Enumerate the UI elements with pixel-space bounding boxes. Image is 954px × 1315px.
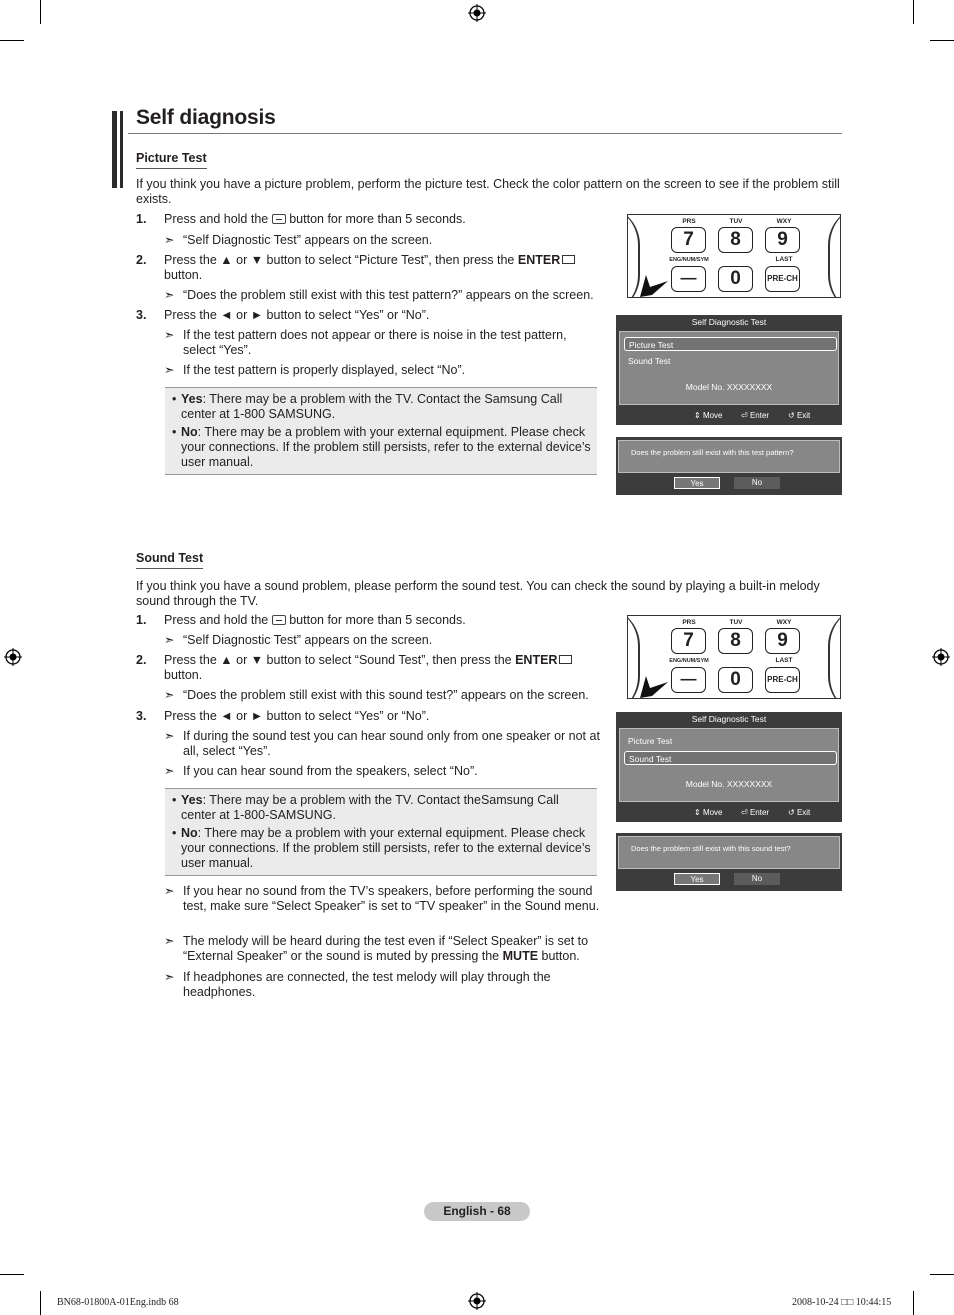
picture-step-1: Press and hold the button for more than 5 seconds. xyxy=(164,212,466,226)
model-number: Model No. XXXXXXXX xyxy=(685,382,773,392)
step-number: 2. xyxy=(136,253,147,267)
arrow-icon: ➣ xyxy=(164,688,175,702)
pointer-arrow-icon xyxy=(638,668,678,699)
key-9: 9 xyxy=(765,628,800,654)
enter-hint: ⏎ Enter xyxy=(741,808,770,817)
crop-mark xyxy=(40,1291,41,1315)
picture-note-4: ➣ If the test pattern is properly displayed, select “No”. xyxy=(164,363,466,377)
yes-button[interactable]: Yes xyxy=(674,873,720,885)
step-number: 1. xyxy=(136,613,147,627)
crop-mark xyxy=(40,0,41,24)
sound-note-6: ➣ The melody will be heard during the test even if “Select Speaker” is set to “External Speaker” or the sound is muted by pressing the MUTE button. xyxy=(164,934,589,963)
exit-hint: ↺ Exit xyxy=(788,808,811,817)
picture-step-3: Press the ◄ or ► button to select “Yes” or “No”. xyxy=(164,308,430,322)
arrow-icon: ➣ xyxy=(164,764,175,778)
file-slug: BN68-01800A-01Eng.indb 68 xyxy=(57,1297,179,1308)
pointer-arrow-icon xyxy=(638,267,678,298)
dialog-message: Does the problem still exist with this test pattern? xyxy=(618,440,840,473)
sound-note-4: ➣ If you can hear sound from the speakers, select “No”. xyxy=(164,764,478,778)
key-7: 7 xyxy=(671,628,706,654)
registration-mark-icon xyxy=(4,648,22,666)
no-button[interactable]: No xyxy=(734,873,780,885)
sound-note-3: ➣ If during the sound test you can hear sound only from one speaker or not at all, select “Yes”. xyxy=(164,729,600,758)
picture-note-1: ➣ “Self Diagnostic Test” appears on the screen. xyxy=(164,233,433,247)
registration-mark-icon xyxy=(468,1292,486,1310)
key-9: 9 xyxy=(765,227,800,253)
title-divider xyxy=(128,133,842,134)
enter-icon xyxy=(559,655,572,664)
picture-note-2: ➣ “Does the problem still exist with this test pattern?” appears on the screen. xyxy=(164,288,594,302)
registration-mark-icon xyxy=(932,648,950,666)
menu-item-picture-test[interactable]: Picture Test xyxy=(624,337,837,351)
crop-mark xyxy=(930,1274,954,1275)
title-accent-bar xyxy=(112,111,117,188)
sound-step-2: Press the ▲ or ▼ button to select “Sound Test”, then press the ENTER button. xyxy=(164,653,604,683)
enter-icon xyxy=(562,255,575,264)
sound-note-5: ➣ If you hear no sound from the TV’s speakers, before performing the sound test, make sure “Select Speaker” is set to “TV speaker” in the Sound menu. xyxy=(164,884,600,913)
registration-mark-icon xyxy=(468,4,486,22)
arrow-icon: ➣ xyxy=(164,328,175,342)
menu-item-sound-test[interactable]: Sound Test xyxy=(628,356,671,366)
confirm-dialog xyxy=(616,437,842,495)
sound-result-box xyxy=(165,788,597,876)
sound-step-3: Press the ◄ or ► button to select “Yes” or “No”. xyxy=(164,709,430,723)
move-hint: ⇕ Move xyxy=(694,808,723,817)
sound-note-7: ➣ If headphones are connected, the test melody will play through the headphones. xyxy=(164,970,551,999)
key-0: 0 xyxy=(718,667,753,693)
dash-button-icon xyxy=(272,615,286,625)
picture-result-box xyxy=(165,387,597,475)
page-number: English - 68 xyxy=(424,1202,530,1221)
yes-button[interactable]: Yes xyxy=(674,477,720,489)
arrow-icon: ➣ xyxy=(164,934,175,948)
title-accent-bar xyxy=(120,111,123,188)
arrow-icon: ➣ xyxy=(164,233,175,247)
arrow-icon: ➣ xyxy=(164,729,175,743)
step-number: 3. xyxy=(136,709,147,723)
crop-mark xyxy=(0,40,24,41)
list-item: • Yes: There may be a problem with the TV. Contact the Samsung Call center at 1-800 SAMSUNG. xyxy=(173,392,591,422)
key-8: 8 xyxy=(718,628,753,654)
arrow-icon: ➣ xyxy=(164,633,175,647)
picture-test-intro: If you think you have a picture problem, perform the picture test. Check the color pattern on the screen to see if the problem still exists. xyxy=(136,177,840,206)
self-diagnostic-menu: Self Diagnostic Test Picture Test Sound Test Model No. XXXXXXXX ⇕ Move ⏎ Enter ↺ Exit xyxy=(616,712,842,822)
picture-step-2: Press the ▲ or ▼ button to select “Picture Test”, then press the ENTER button. xyxy=(164,253,604,283)
arrow-icon: ➣ xyxy=(164,884,175,898)
crop-mark xyxy=(913,1291,914,1315)
move-hint: ⇕ Move xyxy=(694,411,723,420)
no-button[interactable]: No xyxy=(734,477,780,489)
dialog-message: Does the problem still exist with this sound test? xyxy=(618,836,840,869)
picture-test-heading: Picture Test xyxy=(136,151,207,169)
crop-mark xyxy=(930,40,954,41)
model-number: Model No. XXXXXXXX xyxy=(685,779,773,789)
dash-button-icon xyxy=(272,214,286,224)
arrow-icon: ➣ xyxy=(164,363,175,377)
step-number: 1. xyxy=(136,212,147,226)
picture-note-3: ➣ If the test pattern does not appear or there is noise in the test pattern, select “Yes”. xyxy=(164,328,567,357)
key-prech: PRE-CH xyxy=(765,667,800,693)
date-slug: 2008-10-24 □□ 10:44:15 xyxy=(792,1297,892,1308)
key-0: 0 xyxy=(718,266,753,292)
enter-hint: ⏎ Enter xyxy=(741,411,770,420)
key-dash: — xyxy=(671,667,706,693)
arrow-icon: ➣ xyxy=(164,288,175,302)
sound-step-1: Press and hold the button for more than 5 seconds. xyxy=(164,613,466,627)
remote-illustration: PRS TUV WXY 7 8 9 ENG/NUM/SYM LAST — 0 PRE-CH xyxy=(627,615,841,699)
key-prech: PRE-CH xyxy=(765,266,800,292)
sound-note-1: ➣ “Self Diagnostic Test” appears on the screen. xyxy=(164,633,433,647)
sound-test-intro: If you think you have a sound problem, please perform the sound test. You can check the sound by playing a built-in melody sound through the TV. xyxy=(136,579,820,608)
crop-mark xyxy=(913,0,914,24)
exit-hint: ↺ Exit xyxy=(788,411,811,420)
key-dash: — xyxy=(671,266,706,292)
self-diagnostic-menu: Self Diagnostic Test Picture Test Sound Test Model No. XXXXXXXX ⇕ Move ⏎ Enter ↺ Exit xyxy=(616,315,842,425)
confirm-dialog xyxy=(616,833,842,891)
sound-test-heading: Sound Test xyxy=(136,551,203,569)
remote-illustration: PRS TUV WXY 7 8 9 ENG/NUM/SYM LAST — 0 PRE-CH xyxy=(627,214,841,298)
sound-note-2: ➣ “Does the problem still exist with this sound test?” appears on the screen. xyxy=(164,688,589,702)
crop-mark xyxy=(0,1274,24,1275)
list-item: • Yes: There may be a problem with the TV. Contact theSamsung Call center at 1-800-SAMSUNG. xyxy=(173,793,591,823)
menu-item-picture-test[interactable]: Picture Test xyxy=(628,736,673,746)
list-item: • No: There may be a problem with your external equipment. Please check your connections. If the problem still persists, refer to the external device’s user manual. xyxy=(173,425,591,470)
list-item: • No: There may be a problem with your external equipment. Please check your connections. If the problem still persists, refer to the external device’s user manual. xyxy=(173,826,591,871)
page-title: Self diagnosis xyxy=(136,106,276,129)
menu-item-sound-test[interactable]: Sound Test xyxy=(624,751,837,765)
key-8: 8 xyxy=(718,227,753,253)
key-7: 7 xyxy=(671,227,706,253)
step-number: 2. xyxy=(136,653,147,667)
arrow-icon: ➣ xyxy=(164,970,175,984)
step-number: 3. xyxy=(136,308,147,322)
